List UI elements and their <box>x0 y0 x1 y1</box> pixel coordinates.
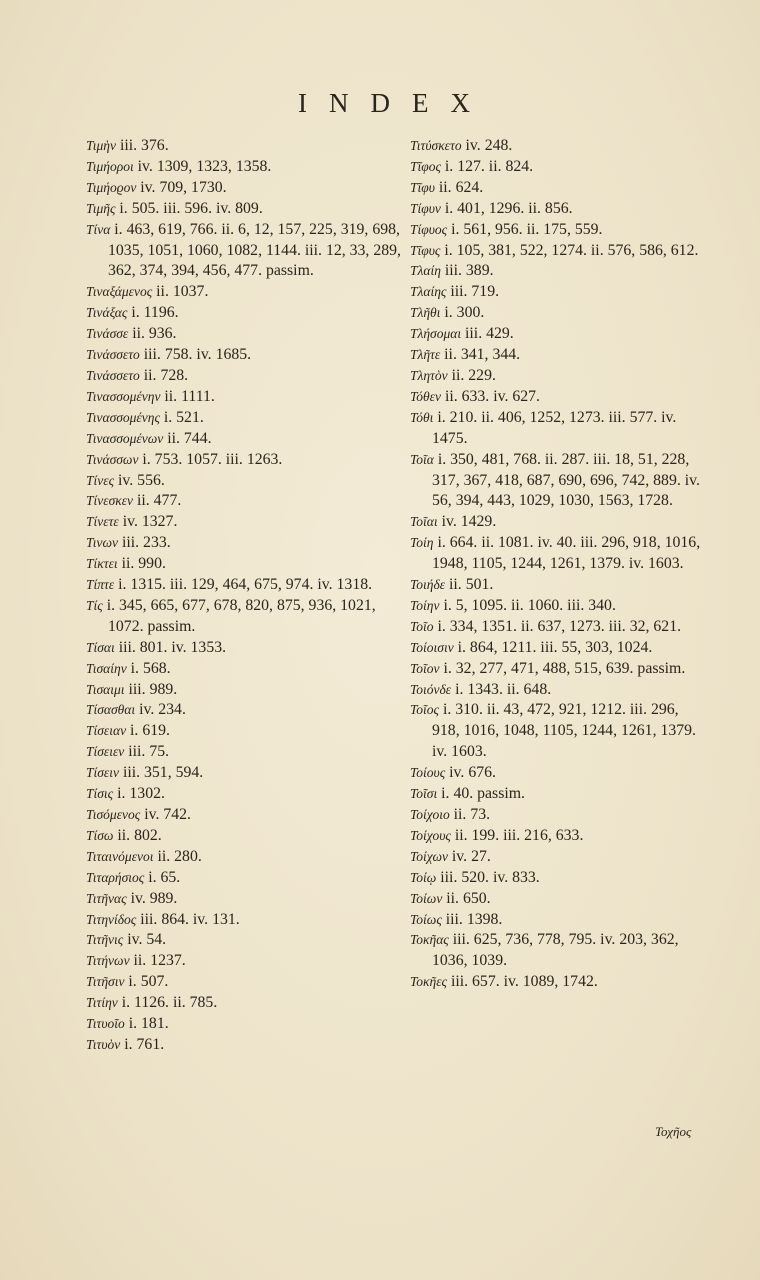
entry-headword: Τιτήνων <box>86 953 130 969</box>
entry-headword: Τοῖον <box>410 660 440 676</box>
entry-references: i. 1343. ii. 648. <box>455 680 552 698</box>
entry-headword: Τίς <box>86 597 103 613</box>
entry-headword: Τίσειεν <box>86 744 125 760</box>
index-entry <box>410 763 710 784</box>
entry-references: iv. 676. <box>449 764 496 782</box>
entry-headword: Τινάσσετο <box>86 347 140 363</box>
index-entry <box>86 659 402 680</box>
index-entry <box>410 199 710 220</box>
entry-headword: Τινάσσε <box>86 326 129 342</box>
entry-headword: Τλαίης <box>410 284 447 300</box>
entry-headword: Τισόμενος <box>86 807 141 822</box>
entry-headword: Τιναξάμενος <box>86 284 153 300</box>
entry-headword: Τίκτει <box>86 556 118 572</box>
index-entry <box>410 387 710 408</box>
index-entry <box>86 721 402 742</box>
entry-headword: Τῖφυς <box>410 242 441 258</box>
index-entry <box>410 972 710 993</box>
entry-references: ii. 477. <box>136 492 182 510</box>
entry-references: iv. 234. <box>139 701 186 719</box>
entry-references: i. 664. ii. 1081. iv. 40. iii. 296, 918, 1016, 1948, 1105, 1244, 1261, 1379. iv. 1603. <box>432 534 701 573</box>
catchword: Τοχῆος <box>655 1124 692 1139</box>
entry-headword: Τιτῆνις <box>86 932 124 948</box>
entry-references: ii. 728. <box>143 366 189 384</box>
entry-references: i. 210. ii. 406, 1252, 1273. iii. 577. iv. 1475. <box>432 408 677 447</box>
index-entry <box>86 868 402 889</box>
index-entry <box>86 826 402 847</box>
index-entry <box>86 533 402 554</box>
entry-references: ii. 1237. <box>133 952 186 970</box>
entry-headword: Τλῆτε <box>410 347 441 363</box>
entry-references: ii. 501. <box>449 576 494 594</box>
entry-references: i. 463, 619, 766. ii. 6, 12, 157, 225, 319, 698, 1035, 1051, 1060, 1082, 1144. iii. 12, 33, 289, 362, 374, 394, 456, 477. passim. <box>108 220 401 280</box>
entry-headword: Τιμήοϱον <box>86 179 137 195</box>
index-entry <box>410 659 710 680</box>
index-entry <box>86 303 402 324</box>
index-entry <box>410 700 710 763</box>
entry-references: iv. 27. <box>451 847 491 865</box>
entry-headword: Τοιόνδε <box>410 681 452 697</box>
index-entry <box>86 951 402 972</box>
index-entry <box>410 303 710 324</box>
entry-headword: Τίφυος <box>410 221 448 237</box>
entry-references: iii. 801. iv. 1353. <box>118 638 227 656</box>
index-entry <box>410 638 710 659</box>
entry-headword: Τοῖαι <box>410 514 438 530</box>
entry-references: ii. 633. iv. 627. <box>444 387 541 405</box>
index-entry <box>86 847 402 868</box>
entry-headword: Τίσω <box>86 827 114 843</box>
index-entry <box>410 157 710 178</box>
index-entry <box>86 512 402 533</box>
entry-references: iii. 719. <box>450 283 500 301</box>
index-entry <box>86 450 402 471</box>
entry-headword: Τιταρήσιος <box>86 869 145 885</box>
entry-headword: Τίσειαν <box>86 723 127 739</box>
index-entry <box>86 199 402 220</box>
index-entry <box>410 868 710 889</box>
entry-headword: Τισαιμι <box>86 681 125 697</box>
entry-headword: Τιτυὸν <box>86 1036 121 1052</box>
entry-headword: Τοῖα <box>410 451 434 467</box>
entry-references: iii. 376. <box>119 137 169 154</box>
index-entry <box>86 993 402 1014</box>
index-entry <box>410 366 710 387</box>
entry-headword: Τοίων <box>410 890 443 906</box>
entry-headword: Τοῖο <box>410 618 434 634</box>
entry-references: iv. 248. <box>465 137 513 154</box>
index-entry <box>86 1014 402 1035</box>
index-entry <box>86 220 402 283</box>
entry-references: iii. 75. <box>128 743 170 761</box>
index-entry <box>86 324 402 345</box>
index-entry <box>410 282 710 303</box>
entry-references: i. 310. ii. 43, 472, 921, 1212. iii. 296, 918, 1016, 1048, 1105, 1244, 1261, 1379. iv. 1603. <box>432 701 697 761</box>
index-entry <box>410 261 710 282</box>
entry-headword: Τινάσσων <box>86 451 139 467</box>
index-entry <box>86 910 402 931</box>
index-entry <box>86 805 402 826</box>
index-entry <box>86 491 402 512</box>
entry-references: ii. 341, 344. <box>444 346 521 364</box>
index-entry <box>86 554 402 575</box>
index-entry <box>410 680 710 701</box>
entry-references: ii. 650. <box>446 889 491 907</box>
entry-references: iv. 1309, 1323, 1358. <box>137 157 272 175</box>
index-entry <box>86 742 402 763</box>
entry-headword: Τισαίην <box>86 660 127 676</box>
entry-references: iii. 520. iv. 833. <box>440 868 540 886</box>
entry-headword: Τιτύσκετο <box>410 138 462 153</box>
entry-headword: Τίνεσκεν <box>86 493 134 509</box>
index-entry <box>410 805 710 826</box>
entry-headword: Τῖφος <box>410 158 441 174</box>
index-entry <box>410 617 710 638</box>
entry-headword: Τοίοισιν <box>410 639 454 655</box>
entry-headword: Τλαίη <box>410 263 441 279</box>
index-entry <box>86 889 402 910</box>
entry-headword: Τοίην <box>410 597 440 613</box>
entry-references: ii. 744. <box>167 429 212 447</box>
index-entry <box>86 366 402 387</box>
entry-headword: Τοίχων <box>410 848 448 864</box>
entry-references: i. 32, 277, 471, 488, 515, 639. passim. <box>443 659 686 677</box>
entry-references: iv. 989. <box>130 889 178 907</box>
index-entry <box>410 512 710 533</box>
entry-references: ii. 1111. <box>164 387 215 405</box>
entry-references: i. 1315. iii. 129, 464, 675, 974. iv. 1318. <box>118 576 373 594</box>
entry-headword: Τοῖος <box>410 702 440 718</box>
index-entry <box>410 596 710 617</box>
entry-headword: Τοίη <box>410 535 434 551</box>
entry-headword: Τινασσομένην <box>86 388 161 404</box>
entry-references: i. 753. 1057. iii. 1263. <box>142 450 283 468</box>
entry-references: iii. 389. <box>444 262 494 280</box>
entry-references: ii. 280. <box>157 847 202 865</box>
index-entry <box>86 700 402 721</box>
index-entry <box>410 324 710 345</box>
entry-headword: Τοκῆας <box>410 932 449 948</box>
entry-references: ii. 802. <box>117 826 162 844</box>
entry-headword: Τίπτε <box>86 577 115 593</box>
index-entry <box>86 282 402 303</box>
entry-headword: Τοίους <box>410 765 446 781</box>
entry-headword: Τλῆθι <box>410 305 441 321</box>
index-entry <box>410 178 710 199</box>
entry-references: ii. 624. <box>438 178 484 196</box>
entry-headword: Τινάξας <box>86 305 128 321</box>
entry-headword: Τίσειν <box>86 765 119 781</box>
index-entry <box>410 847 710 868</box>
index-entry <box>86 1035 402 1056</box>
entry-headword: Τοῖσι <box>410 786 438 802</box>
index-entry <box>410 826 710 847</box>
entry-references: i. 761. <box>124 1035 165 1053</box>
index-entry <box>86 638 402 659</box>
entry-headword: Τιμῆς <box>86 200 116 216</box>
entry-headword: Τιτῆσιν <box>86 974 125 990</box>
index-entry <box>410 241 710 262</box>
index-entry <box>86 784 402 805</box>
index-entry <box>86 408 402 429</box>
entry-references: iii. 657. iv. 1089, 1742. <box>450 973 598 991</box>
entry-references: iii. 758. iv. 1685. <box>143 346 252 364</box>
entry-headword: Τίνα <box>86 221 111 237</box>
entry-headword: Τιτῆνας <box>86 890 127 906</box>
page-title: INDEX <box>298 88 492 118</box>
entry-references: i. 507. <box>128 973 169 991</box>
entry-references: iv. 1429. <box>441 513 497 531</box>
entry-references: i. 334, 1351. ii. 637, 1273. iii. 32, 621. <box>437 617 682 635</box>
entry-headword: Τοίῳ <box>410 869 437 885</box>
entry-headword: Τιταινόμενοι <box>86 848 154 864</box>
index-entry <box>410 450 710 513</box>
entry-references: i. 864, 1211. iii. 55, 303, 1024. <box>457 638 653 656</box>
entry-references: i. 300. <box>444 304 485 322</box>
entry-references: ii. 1037. <box>156 283 209 301</box>
index-entry <box>410 784 710 805</box>
index-entry <box>410 220 710 241</box>
entry-headword: Τίσις <box>86 786 114 802</box>
entry-headword: Τινάσσετο <box>86 367 140 383</box>
entry-headword: Τλήσομαι <box>410 326 462 342</box>
entry-references: iii. 429. <box>465 325 514 343</box>
entry-headword: Τόθι <box>410 409 434 425</box>
entry-headword: Τίσασθαι <box>86 702 136 718</box>
index-entry <box>410 910 710 931</box>
index-entry <box>410 408 710 450</box>
entry-references: i. 127. ii. 824. <box>444 157 534 175</box>
entry-headword: Τιτίην <box>86 995 118 1011</box>
entry-headword: Τινων <box>86 535 119 551</box>
entry-references: i. 65. <box>148 868 181 886</box>
entry-headword: Τίνες <box>86 472 115 488</box>
index-entry <box>410 345 710 366</box>
entry-references: iv. 742. <box>144 806 192 823</box>
entry-references: i. 561, 956. ii. 175, 559. <box>451 220 603 238</box>
entry-references: i. 1196. <box>131 304 179 322</box>
entry-references: iii. 351, 594. <box>122 764 204 782</box>
entry-references: iii. 1398. <box>445 910 503 928</box>
entry-headword: Τόθεν <box>410 388 441 404</box>
entry-references: iii. 233. <box>121 534 171 552</box>
entry-headword: Τῖφυ <box>410 179 435 195</box>
entry-references: iv. 556. <box>118 471 165 489</box>
index-entry <box>86 972 402 993</box>
entry-headword: Τίφυν <box>410 200 441 216</box>
entry-headword: Τινασσομένων <box>86 430 164 446</box>
index-entry <box>86 763 402 784</box>
index-entry <box>86 596 402 638</box>
index-entry <box>86 680 402 701</box>
entry-references: i. 5, 1095. ii. 1060. iii. 340. <box>443 596 616 614</box>
entry-headword: Τοιήδε <box>410 577 446 593</box>
entry-headword: Τλητὸν <box>410 367 448 383</box>
entry-headword: Τίνετε <box>86 514 119 530</box>
entry-headword: Τινασσομένης <box>86 409 160 425</box>
entry-headword: Τιμὴν <box>86 138 116 153</box>
entry-references: i. 350, 481, 768. ii. 287. iii. 18, 51, 228, 317, 367, 418, 687, 690, 696, 742, 889. iv. 56, 394, 443, 1029, 1030, 1563, 1728. <box>432 450 700 510</box>
index-entry <box>410 889 710 910</box>
index-entry <box>410 136 710 157</box>
index-entry <box>86 387 402 408</box>
entry-references: i. 1126. ii. 785. <box>121 994 218 1012</box>
entry-references: ii. 990. <box>121 555 166 573</box>
index-entry <box>86 429 402 450</box>
entry-references: iv. 54. <box>127 931 167 949</box>
entry-headword: Τοίχους <box>410 827 451 843</box>
entry-headword: Τιμήοροι <box>86 158 134 174</box>
index-entry <box>86 575 402 596</box>
index-entry <box>86 345 402 366</box>
entry-references: iii. 864. iv. 131. <box>140 910 240 928</box>
index-column-left <box>86 136 402 1056</box>
index-entry <box>86 471 402 492</box>
index-entry <box>86 136 402 157</box>
entry-references: i. 568. <box>130 659 171 677</box>
entry-references: i. 505. iii. 596. iv. 809. <box>119 199 263 217</box>
index-entry <box>86 157 402 178</box>
entry-references: i. 1302. <box>117 785 165 803</box>
entry-references: ii. 73. <box>453 806 491 823</box>
entry-references: iv. 709, 1730. <box>140 178 227 196</box>
index-entry <box>410 930 710 972</box>
entry-references: i. 521. <box>163 408 204 426</box>
entry-headword: Τοίως <box>410 911 442 927</box>
entry-references: ii. 936. <box>132 325 177 343</box>
index-entry <box>86 178 402 199</box>
entry-references: iv. 1327. <box>122 513 178 531</box>
entry-references: i. 40. passim. <box>441 785 525 803</box>
entry-headword: Τοκῆες <box>410 974 448 990</box>
entry-references: i. 401, 1296. ii. 856. <box>444 199 573 217</box>
index-column-right <box>410 136 710 993</box>
entry-headword: Τιτυοῖο <box>86 1016 125 1032</box>
index-entry <box>86 930 402 951</box>
entry-references: ii. 199. iii. 216, 633. <box>454 826 584 844</box>
index-entry <box>410 575 710 596</box>
index-entry <box>410 533 710 575</box>
entry-references: i. 619. <box>130 722 170 740</box>
entry-references: i. 181. <box>128 1015 169 1033</box>
entry-headword: Τίσαι <box>86 639 115 655</box>
entry-references: i. 345, 665, 677, 678, 820, 875, 936, 1021, 1072. passim. <box>106 596 376 635</box>
entry-references: ii. 229. <box>451 366 496 384</box>
entry-references: iii. 989. <box>128 680 178 698</box>
entry-references: iii. 625, 736, 778, 795. iv. 203, 362, 1036, 1039. <box>432 931 679 970</box>
entry-references: i. 105, 381, 522, 1274. ii. 576, 586, 612. <box>444 241 699 259</box>
entry-headword: Τιτηνίδος <box>86 911 137 927</box>
entry-headword: Τοίχοιο <box>410 807 450 822</box>
